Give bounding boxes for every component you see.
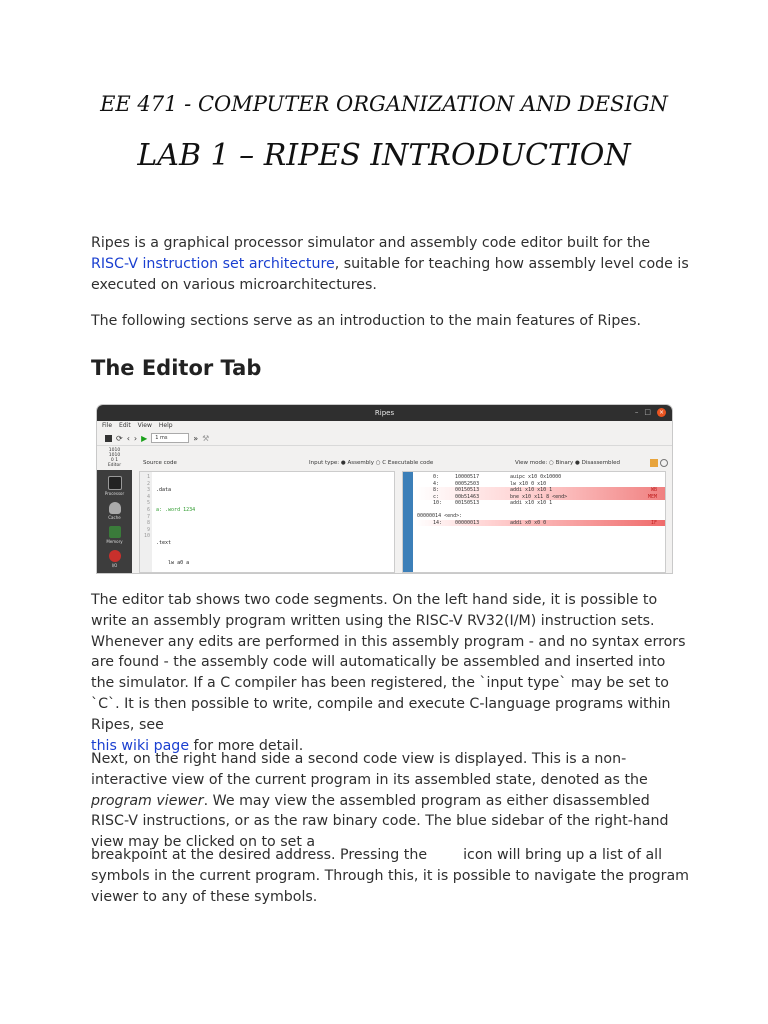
program-viewer-paragraph bbox=[91, 749, 691, 853]
step-forward-icon[interactable]: › bbox=[133, 433, 138, 443]
intro-paragraph bbox=[91, 233, 691, 295]
toolbar bbox=[97, 431, 672, 446]
sections-paragraph: The following sections serve as an introduction to the main features of Ripes. bbox=[91, 313, 641, 329]
io-icon bbox=[109, 550, 121, 562]
maximize-icon[interactable]: □ bbox=[644, 408, 651, 416]
memory-icon bbox=[109, 526, 121, 538]
tab-memory[interactable] bbox=[97, 526, 132, 544]
menu-edit[interactable]: Edit bbox=[119, 422, 131, 429]
ripes-screenshot bbox=[97, 405, 672, 573]
code-line: .text bbox=[156, 539, 172, 546]
tab-io-label: I/O bbox=[111, 563, 118, 568]
breakpoint-text-2: icon will bring up a list of all symbols in the current program. Through this, it is possible to navigate the program viewer to any of these symbols. bbox=[91, 847, 689, 905]
symbol-navigator-icon[interactable] bbox=[650, 459, 658, 467]
line-number: 5 bbox=[146, 500, 150, 507]
radio-disassembled[interactable]: ● Disassembled bbox=[575, 460, 620, 466]
play-icon[interactable]: ▶ bbox=[141, 433, 148, 443]
code-line: .data bbox=[156, 487, 172, 494]
radio-c-label: C bbox=[382, 460, 387, 466]
tab-processor[interactable] bbox=[97, 476, 132, 496]
line-number: 4 bbox=[146, 493, 150, 500]
program-row: 0: 10000517 auipc x10 0x10000 bbox=[433, 474, 562, 480]
radio-disassembled-label: Disassembled bbox=[581, 460, 620, 466]
tab-cache-label: Cache bbox=[108, 515, 121, 520]
tab-editor[interactable] bbox=[97, 446, 132, 470]
view-mode-label: View mode: bbox=[515, 460, 548, 466]
editor-tab-heading: The Editor Tab bbox=[91, 356, 262, 380]
step-back-icon[interactable]: ‹ bbox=[126, 433, 130, 443]
program-row: c: 00b51463 bne x10 x11 8 <end> MEM bbox=[415, 494, 665, 501]
program-label-row: 00000014 <end>: bbox=[417, 513, 463, 519]
executable-code-label: Executable code bbox=[387, 460, 434, 466]
cache-icon bbox=[109, 502, 121, 514]
tab-editor-label: Editor bbox=[107, 463, 122, 468]
tab-cache[interactable] bbox=[97, 502, 132, 520]
line-number: 9 bbox=[146, 526, 150, 533]
minimize-icon[interactable]: – bbox=[634, 408, 639, 416]
line-number: 3 bbox=[146, 487, 150, 494]
source-code-editor[interactable] bbox=[139, 471, 395, 573]
menubar bbox=[97, 421, 672, 431]
window-title: Ripes bbox=[374, 409, 395, 417]
input-type-label: Input type: bbox=[309, 460, 340, 466]
tab-sidebar bbox=[97, 446, 132, 573]
radio-binary[interactable]: ○ Binary bbox=[549, 460, 574, 466]
stop-icon[interactable] bbox=[105, 435, 112, 442]
source-code bbox=[156, 474, 207, 573]
tab-processor-label: Processor bbox=[104, 491, 125, 496]
window-titlebar bbox=[97, 405, 672, 421]
line-number-gutter bbox=[140, 472, 152, 572]
menu-file[interactable]: File bbox=[102, 422, 113, 429]
fast-forward-icon[interactable]: » bbox=[193, 433, 199, 443]
wrench-icon[interactable]: ⚒ bbox=[202, 433, 210, 443]
program-row: 8: 00150513 addi x10 x10 1 WB bbox=[415, 487, 665, 494]
breakpoint-sidebar[interactable] bbox=[403, 472, 413, 572]
tab-memory-label: Memory bbox=[106, 539, 123, 544]
breakpoint-paragraph bbox=[91, 845, 691, 907]
course-title: EE 471 - COMPUTER ORGANIZATION AND DESIGN bbox=[100, 92, 668, 116]
lab-title: LAB 1 – RIPES INTRODUCTION bbox=[137, 138, 631, 173]
line-number: 6 bbox=[146, 506, 150, 513]
program-row: 14: 00000013 addi x0 x0 0 IF bbox=[415, 520, 665, 527]
menu-view[interactable]: View bbox=[137, 422, 152, 429]
line-number: 10 bbox=[143, 533, 150, 540]
view-mode-group bbox=[515, 458, 620, 468]
viewer-text-2: . We may view the assembled program as either disassembled RISC-V instructions, or as the raw binary code. The blue sidebar of the right-hand view may be clicked on to set a bbox=[91, 792, 669, 851]
line-number: 7 bbox=[146, 513, 150, 520]
intro-text-1: Ripes is a graphical processor simulator and assembly code editor built for the bbox=[91, 235, 651, 251]
code-line: lw a0 a bbox=[156, 559, 190, 566]
editor-paragraph bbox=[91, 590, 691, 756]
program-row: 4: 00052503 lw x10 0 x10 bbox=[433, 480, 547, 487]
line-number: 8 bbox=[146, 520, 150, 527]
program-row: 10: 00150513 addi x10 x10 1 bbox=[433, 500, 553, 506]
radio-c[interactable]: ○ C bbox=[375, 460, 387, 466]
rate-select[interactable]: 1 ms bbox=[151, 433, 189, 443]
editor-header-row bbox=[137, 458, 672, 468]
editor-paragraph-tail: for more detail. bbox=[189, 737, 304, 754]
source-code-label: Source code bbox=[143, 460, 177, 466]
intro-text-2: , suitable for teaching how assembly level code is executed on various microarchitectures. bbox=[91, 255, 689, 293]
tab-io[interactable] bbox=[97, 550, 132, 568]
program-viewer-term: program viewer bbox=[91, 792, 204, 809]
risc-v-link[interactable]: RISC-V instruction set architecture bbox=[91, 255, 335, 272]
editor-paragraph-text: The editor tab shows two code segments. On the left hand side, it is possible to write an assembly program written using the RISC-V RV32(I/M) instruction sets. Whenever any edits are performed in this assembly program - and no syntax errors are found - the assembly code will automatically be assembled and inserted into the simulator. If a C compiler has been registered, the `input type` may be set to `C`. It is then possible to write, compile and execute C-language programs within Ripes, see bbox=[91, 592, 686, 733]
code-line: a: .word 1234 bbox=[156, 506, 196, 513]
line-number: 2 bbox=[146, 480, 150, 487]
line-number: 1 bbox=[146, 474, 150, 480]
radio-binary-label: Binary bbox=[555, 460, 574, 466]
radio-assembly-label: Assembly bbox=[347, 460, 374, 466]
reset-icon[interactable]: ⟳ bbox=[116, 433, 123, 443]
program-viewer bbox=[402, 471, 666, 573]
input-type-group bbox=[309, 458, 433, 468]
breakpoint-text-1: breakpoint at the desired address. Pressing the bbox=[91, 847, 428, 863]
editor-binary-icon: 1010 1010 0 1 bbox=[108, 448, 121, 463]
radio-assembly[interactable]: ● Assembly bbox=[340, 460, 374, 466]
menu-help[interactable]: Help bbox=[158, 422, 173, 429]
wiki-page-link[interactable]: this wiki page bbox=[91, 737, 190, 754]
follow-pc-icon[interactable] bbox=[660, 459, 668, 467]
chip-icon bbox=[108, 476, 122, 490]
viewer-text-1: Next, on the right hand side a second code view is displayed. This is a non-interactive view of the current program in its assembled state, denoted as the bbox=[91, 751, 648, 788]
close-icon[interactable]: × bbox=[658, 409, 665, 416]
